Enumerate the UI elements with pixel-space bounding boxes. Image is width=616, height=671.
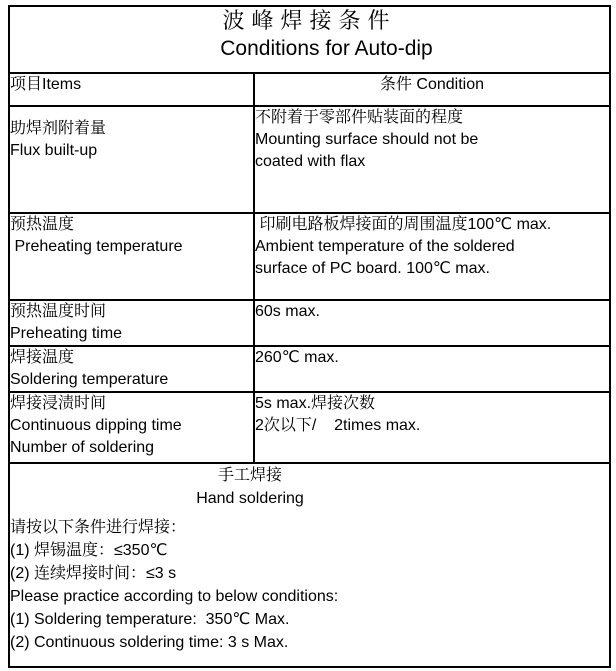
title-zh: 波峰焊接条件 <box>222 8 397 33</box>
auto-dip-conditions-table <box>8 5 611 668</box>
item-line: Preheating time <box>10 325 123 342</box>
condition-line: 5s max.焊接次数 <box>255 395 376 412</box>
condition-line: Mounting surface should not be <box>255 131 479 148</box>
hand-soldering-line: (2) 连续焊接时间：≤3 s <box>10 565 177 582</box>
item-line: 预热温度时间 <box>10 303 107 320</box>
table-row-continuous-dipping-time <box>9 392 610 463</box>
hand-soldering-row <box>9 463 610 667</box>
table-row-soldering-temperature <box>9 346 610 392</box>
hand-soldering-section <box>9 463 610 667</box>
item-line: Flux built-up <box>10 142 98 159</box>
condition-cell-soldering-temperature <box>254 346 610 392</box>
condition-line: Ambient temperature of the soldered <box>255 238 515 255</box>
hand-soldering-heading <box>10 464 490 510</box>
item-line: 预热温度 <box>10 216 75 233</box>
item-line: Number of soldering <box>10 439 155 456</box>
condition-cell-preheating-temperature <box>254 213 610 300</box>
item-line: 助焊剂附着量 <box>10 120 107 137</box>
hand-soldering-line: (1) 焊锡温度：≤350℃ <box>10 542 168 559</box>
item-cell-flux-built-up <box>9 106 254 213</box>
column-header-condition: 条件 Condition <box>254 73 610 106</box>
condition-cell-continuous-dipping-time <box>254 392 610 463</box>
title-en: Conditions for Auto-dip <box>220 37 433 60</box>
condition-line: 不附着于零部件贴装面的程度 <box>255 109 464 126</box>
hand-soldering-title-en: Hand soldering <box>196 490 304 507</box>
condition-line: 260℃ max. <box>255 349 339 366</box>
column-header-row <box>9 73 610 106</box>
condition-line: 60s max. <box>255 303 320 320</box>
table-title-cell <box>9 6 610 73</box>
condition-line: surface of PC board. 100℃ max. <box>255 260 490 277</box>
hand-soldering-conditions <box>10 516 609 654</box>
item-line: 焊接浸渍时间 <box>10 395 107 412</box>
hand-soldering-title-zh: 手工焊接 <box>217 467 282 484</box>
title-row <box>9 6 610 73</box>
item-line: Continuous dipping time <box>10 417 182 434</box>
item-line: 焊接温度 <box>10 349 75 366</box>
item-cell-continuous-dipping-time <box>9 392 254 463</box>
hand-soldering-line: (1) Soldering temperature: 350℃ Max. <box>10 611 290 628</box>
item-line: Preheating temperature <box>10 238 183 255</box>
item-cell-preheating-temperature <box>9 213 254 300</box>
hand-soldering-line: 请按以下条件进行焊接： <box>10 519 187 536</box>
table-row-preheating-time <box>9 300 610 346</box>
condition-cell-flux-built-up <box>254 106 610 213</box>
hand-soldering-line: Please practice according to below conditions: <box>10 588 339 605</box>
condition-cell-preheating-time <box>254 300 610 346</box>
condition-line: coated with flax <box>255 153 366 170</box>
column-header-items: 项目Items <box>9 73 254 106</box>
item-cell-soldering-temperature <box>9 346 254 392</box>
hand-soldering-line: (2) Continuous soldering time: 3 s Max. <box>10 634 289 651</box>
condition-line: 2次以下/ 2times max. <box>255 417 421 434</box>
table-row-preheating-temperature <box>9 213 610 300</box>
table-row-flux-built-up <box>9 106 610 213</box>
item-cell-preheating-time <box>9 300 254 346</box>
condition-line: 印刷电路板焊接面的周围温度100℃ max. <box>255 216 552 233</box>
item-line: Soldering temperature <box>10 371 169 388</box>
